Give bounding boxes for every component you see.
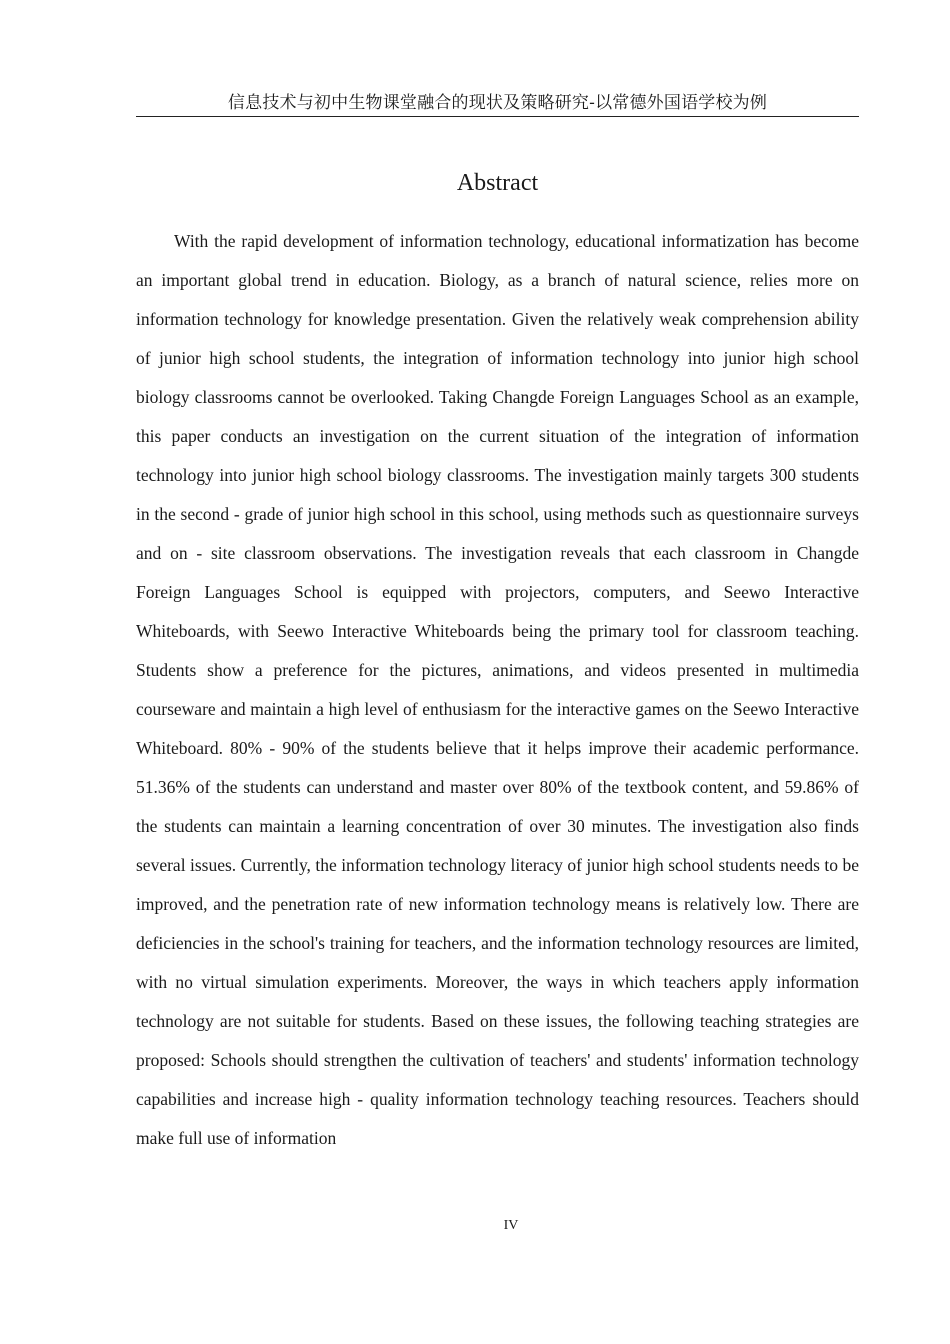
running-header: 信息技术与初中生物课堂融合的现状及策略研究-以常德外国语学校为例 (136, 92, 859, 117)
section-title: Abstract (456, 170, 539, 196)
page-number: IV (503, 1218, 519, 1233)
abstract-paragraph: With the rapid development of information technology, educational informatization has become an important global trend in education. Biology, as a branch of natural science, relies more on information technology for knowledge presentation. Given the relatively weak comprehension ability of junior high school students, the integration of information technology into junior high school biology classrooms cannot be overlooked. Taking Changde Foreign Languages School as an example, this paper conducts an investigation on the current situation of the integration of information technology into junior high school biology classrooms. The investigation mainly targets 300 students in the second - grade of junior high school in this school, using methods such as questionnaire surveys and on - site classroom observations. The investigation reveals that each classroom in Changde Foreign Languages School is equipped with projectors, computers, and Seewo Interactive Whiteboards, with Seewo Interactive Whiteboards being the primary tool for classroom teaching. Students show a preference for the pictures, animations, and videos presented in multimedia courseware and maintain a high level of enthusiasm for the interactive games on the Seewo Interactive Whiteboard. 80% - 90% of the students believe that it helps improve their academic performance. 51.36% of the students can understand and master over 80% of the textbook content, and 59.86% of the students can maintain a learning concentration of over 30 minutes. The investigation also finds several issues. Currently, the information technology literacy of junior high school students needs to be improved, and the penetration rate of new information technology means is relatively low. There are deficiencies in the school's training for teachers, and the information technology resources are limited, with no virtual simulation experiments. Moreover, the ways in which teachers apply information technology are not suitable for students. Based on these issues, the following teaching strategies are proposed: Schools should strengthen the cultivation of teachers' and students' information technology capabilities and increase high - quality information technology teaching resources. Teachers should make full use of information (136, 231, 859, 1148)
